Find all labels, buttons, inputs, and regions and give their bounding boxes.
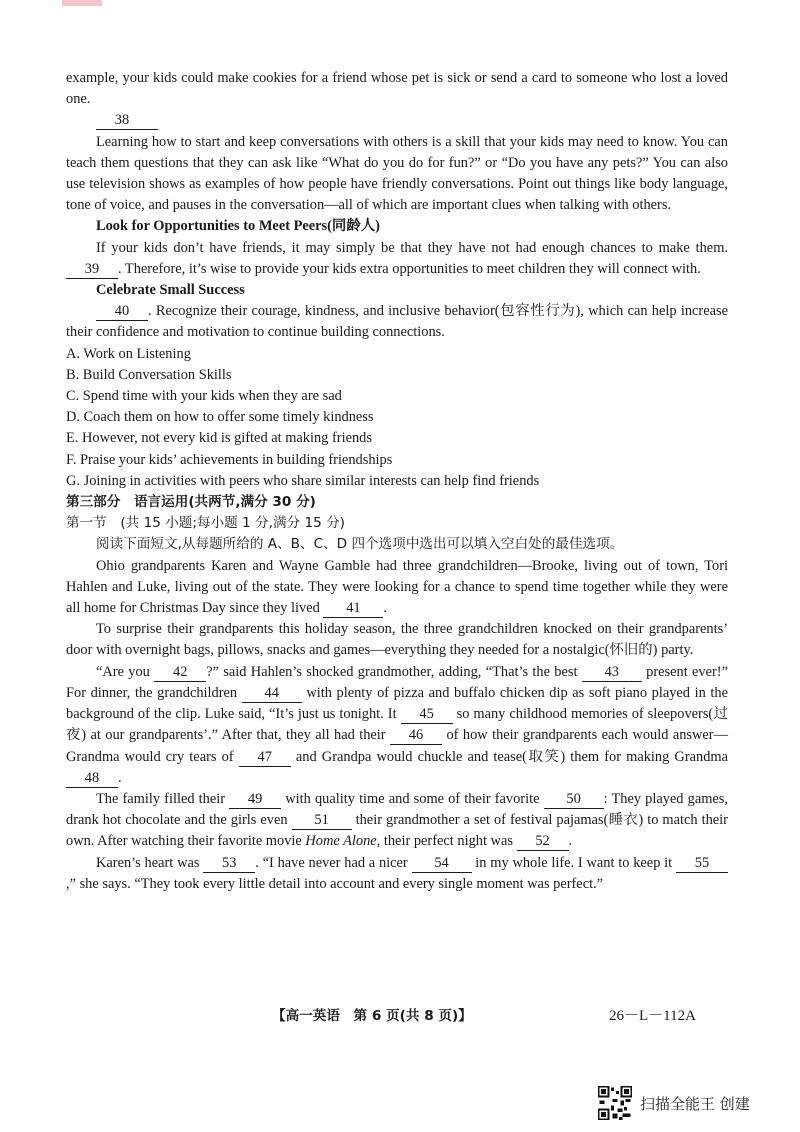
text-fragment: so many childhood memories of sleepovers(过夜) at our grandparents’.” After that, they all had their (66, 706, 729, 744)
movie-title: Home Alone (305, 833, 377, 850)
qr-code-icon (598, 1086, 632, 1120)
option-e[interactable]: E. However, not every kid is gifted at making friends (66, 430, 372, 447)
heading-blank-38 (66, 110, 728, 131)
blank-42[interactable]: 42 (154, 664, 206, 682)
cloze-paragraph-4 (66, 789, 728, 853)
blank-40[interactable]: 40 (96, 303, 148, 321)
blank-45[interactable]: 45 (401, 706, 453, 724)
cloze-paragraph-1 (66, 556, 728, 620)
blank-55[interactable]: 55 (676, 855, 728, 873)
top-color-mark (62, 0, 102, 6)
text-fragment: : They played games, drank hot chocolate and the girls even (66, 790, 728, 829)
watermark-text: 扫描全能王 创建 (640, 1094, 750, 1113)
option-c[interactable]: C. Spend time with your kids when they are sad (66, 388, 342, 405)
blank-47[interactable]: 47 (239, 749, 291, 767)
text-fragment: , their perfect night was (376, 833, 513, 850)
text-fragment: their grandmother a set of festival pajamas(睡衣) to match their own. After watching their favorite movie (66, 812, 728, 850)
text-fragment: with quality time and some of their favorite (285, 790, 540, 807)
option-g[interactable]: G. Joining in activities with peers who share similar interests can help find friends (66, 472, 540, 489)
blank-53[interactable]: 53 (203, 855, 255, 873)
heading-meet-peers: Look for Opportunities to Meet Peers(同龄人) (96, 218, 380, 235)
blank-50[interactable]: 50 (544, 791, 604, 809)
page-footer (0, 1004, 800, 1026)
option-b[interactable]: B. Build Conversation Skills (66, 366, 232, 383)
text-fragment: present ever!” For dinner, the grandchildren (66, 663, 728, 701)
blank-41[interactable]: 41 (323, 600, 383, 618)
cloze-paragraph-2: To surprise their grandparents this holiday season, the three grandchildren knocked on their grandparents’ door with overnight bags, pillows, snacks and games—everything they needed for a nostalgic(怀旧的) party. (66, 621, 728, 659)
document-page (66, 68, 728, 895)
option-a[interactable]: A. Work on Listening (66, 345, 191, 362)
text-fragment: of how their grandparents each would answer—Grandma would cry tears of (66, 727, 728, 765)
heading-celebrate-success: Celebrate Small Success (96, 282, 245, 299)
text-fragment: If your kids don’t have friends, it may simply be that they have not had enough chances to make them. (96, 239, 728, 256)
text-fragment: . (383, 600, 387, 617)
text-fragment: ?” said Hahlen’s shocked grandmother, adding, “That’s the best (206, 663, 578, 680)
paragraph-recognize (66, 301, 728, 343)
paragraph-kindness-end: example, your kids could make cookies for a friend whose pet is sick or send a card to someone who lost a loved one. (66, 70, 728, 108)
option-d[interactable]: D. Coach them on how to offer some timely kindness (66, 409, 374, 426)
text-fragment: ,” she says. “They took every little detail into account and every single moment was perfect.” (66, 875, 604, 892)
cloze-paragraph-3 (66, 662, 728, 789)
paragraph-no-friends (66, 238, 728, 280)
section-subsection-one: 第一节 (共 15 小题;每小题 1 分,满分 15 分) (66, 515, 345, 532)
blank-39[interactable]: 39 (66, 261, 118, 279)
blank-43[interactable]: 43 (582, 664, 642, 682)
blank-46[interactable]: 46 (390, 727, 442, 745)
text-fragment: . (568, 833, 573, 850)
option-f[interactable]: F. Praise your kids’ achievements in building friendships (66, 451, 393, 468)
blank-54[interactable]: 54 (412, 855, 472, 873)
text-fragment: in my whole life. I want to keep it (475, 854, 673, 871)
text-fragment: . Recognize their courage, kindness, and inclusive behavior(包容性行为), which can help increase their confidence and motivation to continue building connections. (66, 303, 728, 341)
scanner-watermark (598, 1085, 788, 1121)
blank-38[interactable]: 38 (96, 112, 158, 130)
text-fragment: with plenty of pizza and buffalo chicken dip as soft piano played in the background of the clip. Luke said, “It’s just us tonight. It (66, 684, 728, 723)
text-fragment: . “I have never had a nicer (255, 854, 408, 871)
text-fragment: Ohio grandparents Karen and Wayne Gamble had three grandchildren—Brooke, living out of town, Tori Hahlen and Luke, living out of the state. They were looking for a chance to spend time together while they were all home for Christmas Day since they lived (66, 557, 728, 617)
paragraph-conversations: Learning how to start and keep conversations with others is a skill that your kids may need to know. You can teach them questions that they can ask like “What do you do for fun?” or “Do you have any pets?” You can also use television shows as examples of how people have friendly conversations. Point out things like body language, tone of voice, and pauses in the conversation—all of which are important clues when talking with others. (66, 133, 728, 214)
blank-44[interactable]: 44 (242, 685, 302, 703)
text-fragment: and Grandpa would chuckle and tease(取笑) them for making Grandma (295, 748, 728, 765)
blank-52[interactable]: 52 (517, 833, 569, 851)
text-fragment: The family filled their (96, 790, 226, 807)
text-fragment: “Are you (96, 663, 150, 680)
section-instruction: 阅读下面短文,从每题所给的 A、B、C、D 四个选项中选出可以填入空白处的最佳选项。 (96, 536, 624, 553)
blank-49[interactable]: 49 (229, 791, 281, 809)
blank-51[interactable]: 51 (292, 812, 352, 830)
cloze-paragraph-5 (66, 853, 728, 895)
footer-page-info: 【高一英语 第 6 页(共 8 页)】 (272, 1008, 472, 1024)
text-fragment: Karen’s heart was (96, 854, 200, 871)
text-fragment: . (118, 769, 122, 786)
blank-48[interactable]: 48 (66, 770, 118, 788)
section-part-three: 第三部分 语言运用(共两节,满分 30 分) (66, 494, 316, 511)
footer-exam-code: 26－L－112A (609, 1008, 696, 1024)
text-fragment: . Therefore, it’s wise to provide your kids extra opportunities to meet children they will connect with. (118, 260, 701, 277)
